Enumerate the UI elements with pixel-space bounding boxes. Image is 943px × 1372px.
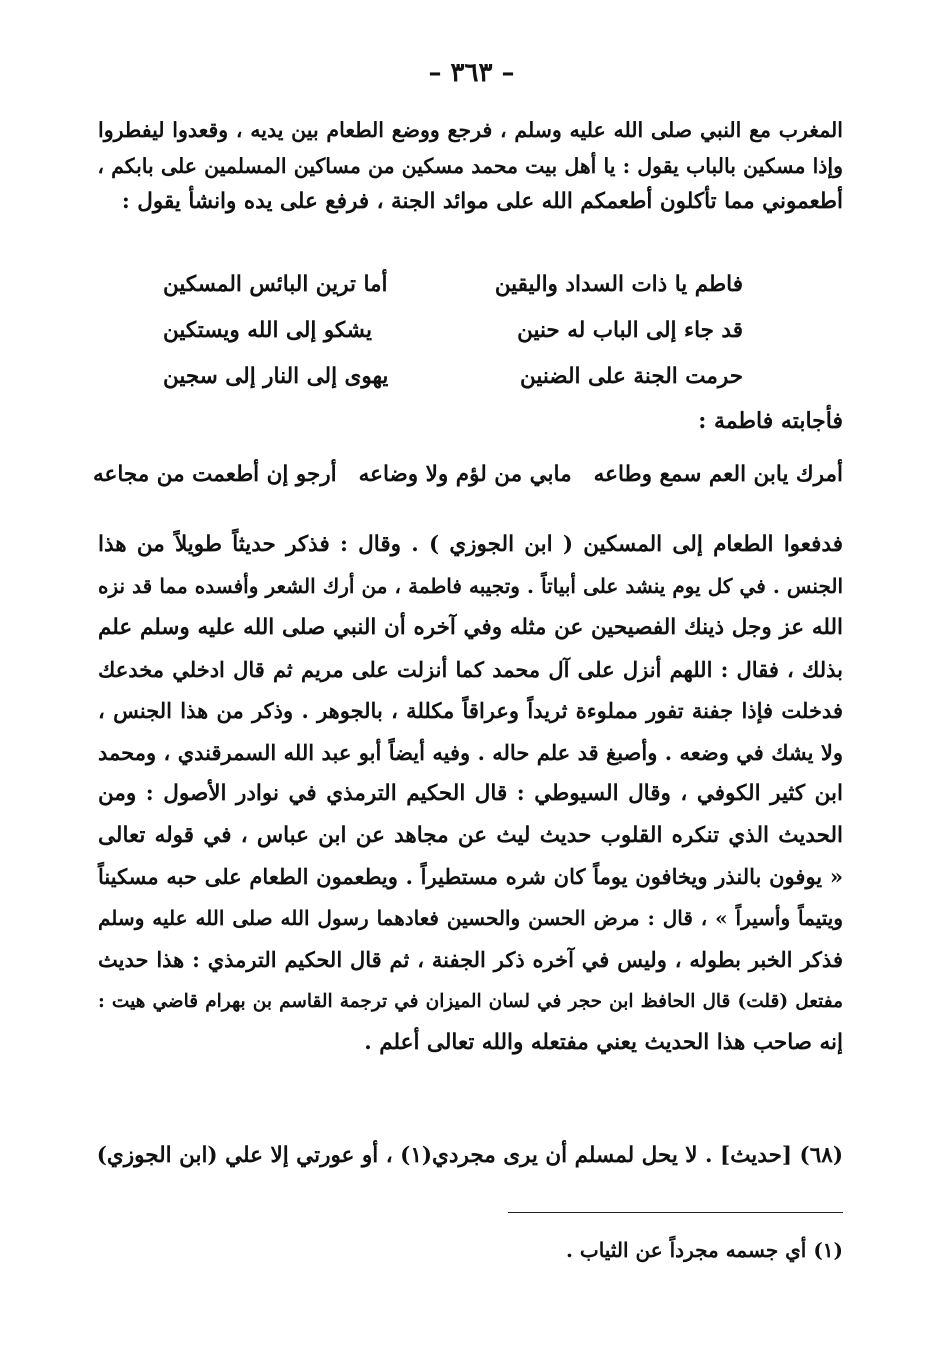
reply-verse	[93, 455, 843, 495]
main-line: فدفعوا الطعام إلى المسكين ( ابن الجوزي ) . وقال : فذكر حديثاً طويلاً من هذا	[98, 532, 843, 557]
poem-hemistich: قد جاء إلى الباب له حنين	[517, 318, 743, 343]
intro-paragraph	[98, 112, 843, 220]
poem-verse	[163, 308, 743, 354]
page-number: – ٣٦٣ –	[428, 58, 515, 88]
main-line: فذكر الخبر بطوله ، وليس في آخره ذكر الجفنة ، ثم قال الحكيم الترمذي : هذا حديث	[98, 947, 843, 972]
poem-hemistich: يهوى إلى النار إلى سجين	[163, 364, 389, 389]
main-line: إنه صاحب هذا الحديث يعني مفتعله والله تعالى أعلم .	[364, 1030, 843, 1055]
main-line: ولا يشك في وضعه . وأصبغ قد علم حاله . وفيه أيضاً أبو عبد الله السمرقندي ، ومحمد	[98, 739, 843, 765]
main-line: الله عز وجل ذينك الفصيحين عن مثله وفي آخره أن النبي صلى الله عليه وسلم علم	[98, 615, 843, 640]
main-line: ويتيماً وأسيراً » ، قال : مرض الحسن والحسين فعادهما رسول الله صلى الله عليه وسلم	[98, 905, 843, 930]
intro-line: أطعموني مما تأكلون أطعمكم الله على موائد الجنة ، فرفع على يده وانشأ يقول :	[121, 189, 843, 214]
footnote-divider	[508, 1212, 843, 1213]
reply-hemistich: أمرك يابن العم سمع وطاعه	[593, 462, 843, 487]
intro-line: وإذا مسكين بالباب يقول : يا أهل بيت محمد مسكين من مساكين المسلمين على بابكم ،	[97, 154, 843, 178]
main-paragraph	[98, 524, 843, 1064]
reply-heading: فأجابته فاطمة :	[698, 408, 843, 434]
poem	[163, 262, 743, 400]
poem-hemistich: فاطم يا ذات السداد واليقين	[494, 272, 743, 297]
poem-verse	[163, 262, 743, 308]
intro-line: المغرب مع النبي صلى الله عليه وسلم ، فرجع ووضع الطعام بين يديه ، وقعدوا ليفطروا	[98, 118, 843, 142]
main-line: ابن كثير الكوفي ، وقال السيوطي : قال الحكيم الترمذي في نوادر الأصول : ومن	[98, 781, 843, 806]
poem-verse	[163, 354, 743, 400]
hadith-entry: (٦٨) [حديث] . لا يحل لمسلم أن يرى مجردي(١) ، أو عورتي إلا علي (ابن الجوزي)	[96, 1143, 843, 1168]
poem-hemistich: حرمت الجنة على الضنين	[519, 364, 743, 389]
reply-hemistich: أرجو إن أطعمت من مجاعه	[93, 462, 337, 487]
reply-hemistich: مابي من لؤم ولا وضاعه	[358, 462, 572, 487]
main-line: الحديث الذي تنكره القلوب حديث ليث عن مجاهد عن ابن عباس ، في قوله تعالى	[98, 822, 843, 848]
poem-hemistich: يشكو إلى الله ويستكين	[163, 318, 372, 343]
poem-hemistich: أما ترين البائس المسكين	[163, 272, 388, 297]
footnote: (١) أي جسمه مجرداً عن الثياب .	[565, 1238, 843, 1262]
main-line: الجنس . في كل يوم ينشد على أبياتاً . وتجيبه فاطمة ، من أرك الشعر وأفسده مما قد نزه	[98, 573, 843, 598]
main-line: مفتعل (قلت) قال الحافظ ابن حجر في لسان الميزان في ترجمة القاسم بن بهرام قاضي هيت :	[98, 990, 843, 1012]
main-line: « يوفون بالنذر ويخافون يوماً كان شره مستطيراً . ويطعمون الطعام على حبه مسكيناً	[98, 864, 843, 889]
main-line: بذلك ، فقال : اللهم أنزل على آل محمد كما أنزلت على مريم ثم قال ادخلي مخدعك	[98, 656, 843, 682]
main-line: فدخلت فإذا جفنة تفور مملوءة ثريداً وعراقاً مكللة ، بالجوهر . وذكر من هذا الجنس ،	[98, 698, 843, 723]
